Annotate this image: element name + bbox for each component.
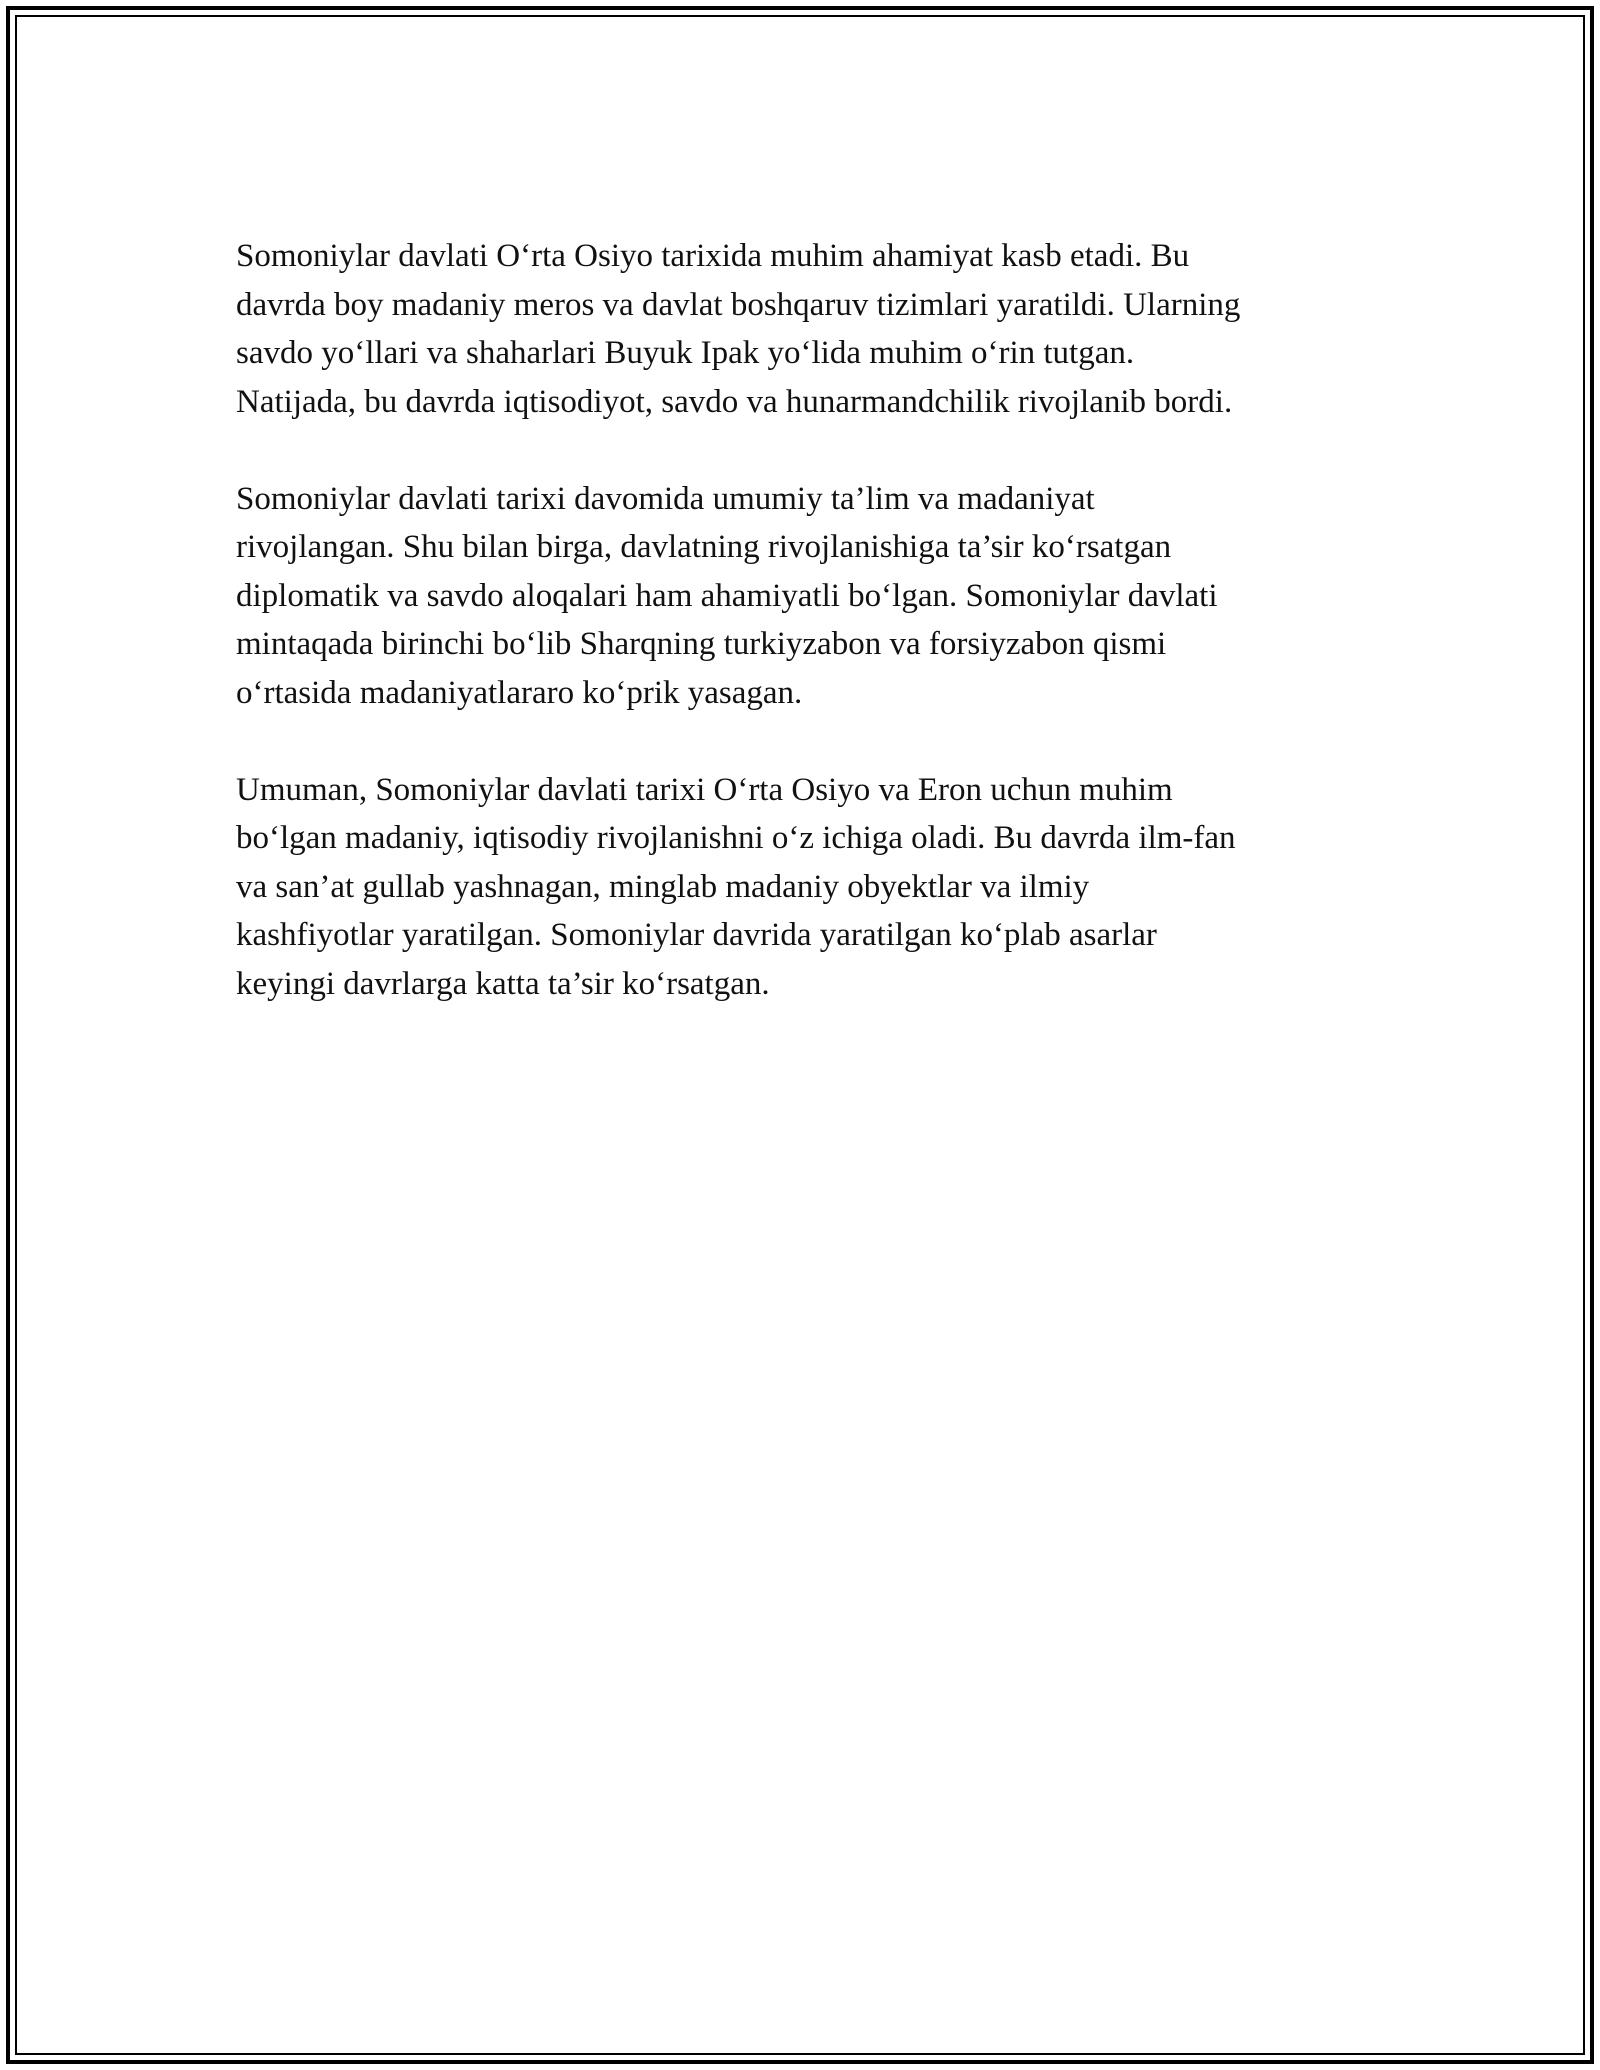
- document-body: [236, 232, 1376, 1057]
- paragraph-2: Somoniylar davlati tarixi davomida umumiy ta’lim va madaniyat rivojlangan. Shu bilan birga, davlatning rivojlanishiga ta’sir ko‘rsatgan diplomatik va savdo aloqalari ham ahamiyatli bo‘lgan. Somoniylar davlati mintaqada birinchi bo‘lib Sharqning turkiyzabon va forsiyzabon qismi o‘rtasida madaniyatlararo ko‘prik yasagan.: [236, 480, 1218, 711]
- paragraph-1: Somoniylar davlati O‘rta Osiyo tarixida muhim ahamiyat kasb etadi. Bu davrda boy madaniy meros va davlat boshqaruv tizimlari yaratildi. Ularning savdo yo‘llari va shaharlari Buyuk Ipak yo‘lida muhim o‘rin tutgan. Natijada, bu davrda iqtisodiyot, savdo va hunarmandchilik rivojlanib bordi.: [236, 238, 1241, 420]
- paragraph-3: Umuman, Somoniylar davlati tarixi O‘rta Osiyo va Eron uchun muhim bo‘lgan madaniy, iqtisodiy rivojlanishni o‘z ichiga oladi. Bu davrda ilm-fan va san’at gullab yashnagan, minglab madaniy obyektlar va ilmiy kashfiyotlar yaratilgan. Somoniylar davrida yaratilgan ko‘plab asarlar keyingi davrlarga katta ta’sir ko‘rsatgan.: [236, 771, 1236, 1002]
